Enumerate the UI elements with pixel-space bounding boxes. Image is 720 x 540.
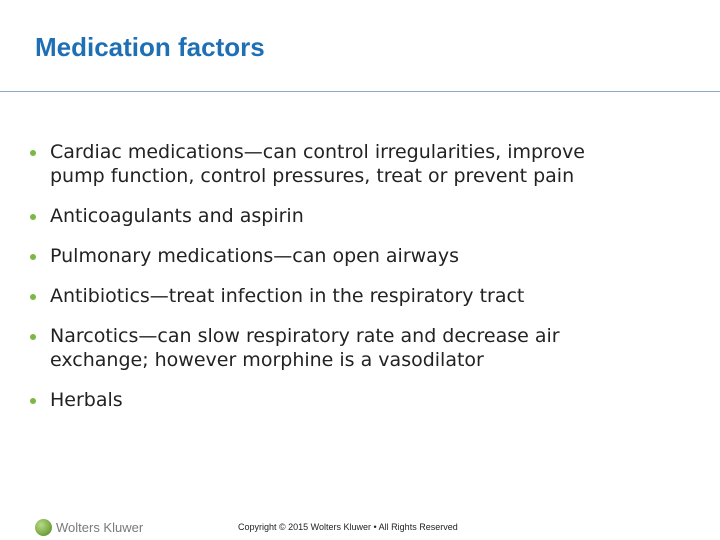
slide-title: Medication factors bbox=[35, 32, 265, 62]
title-divider bbox=[0, 91, 720, 92]
bullet-item bbox=[28, 204, 698, 228]
bullet-dot-icon bbox=[30, 334, 36, 340]
bullet-list bbox=[28, 140, 698, 428]
footer-logo bbox=[35, 519, 143, 536]
bullet-text-line: pump function, control pressures, treat or prevent pain bbox=[50, 165, 575, 187]
bullet-item bbox=[28, 388, 698, 412]
bullet-text-line: Antibiotics—treat infection in the respiratory tract bbox=[50, 285, 525, 307]
bullet-dot-icon bbox=[30, 214, 36, 220]
bullet-text-line: Narcotics—can slow respiratory rate and decrease air bbox=[50, 325, 560, 347]
copyright-notice: Copyright © 2015 Wolters Kluwer • All Rights Reserved bbox=[238, 522, 458, 532]
bullet-text-line: Herbals bbox=[50, 389, 123, 411]
bullet-item bbox=[28, 324, 698, 372]
bullet-dot-icon bbox=[30, 150, 36, 156]
bullet-item bbox=[28, 140, 698, 188]
bullet-dot-icon bbox=[30, 254, 36, 260]
logo-text: Wolters Kluwer bbox=[56, 520, 144, 535]
bullet-text-line: Cardiac medications—can control irregularities, improve bbox=[50, 141, 585, 163]
bullet-item bbox=[28, 244, 698, 268]
wolters-kluwer-globe-icon bbox=[35, 519, 52, 536]
bullet-item bbox=[28, 284, 698, 308]
bullet-dot-icon bbox=[30, 398, 36, 404]
bullet-text-line: exchange; however morphine is a vasodilator bbox=[50, 349, 484, 371]
bullet-text-line: Anticoagulants and aspirin bbox=[50, 205, 304, 227]
bullet-dot-icon bbox=[30, 294, 36, 300]
bullet-text-line: Pulmonary medications—can open airways bbox=[50, 245, 459, 267]
